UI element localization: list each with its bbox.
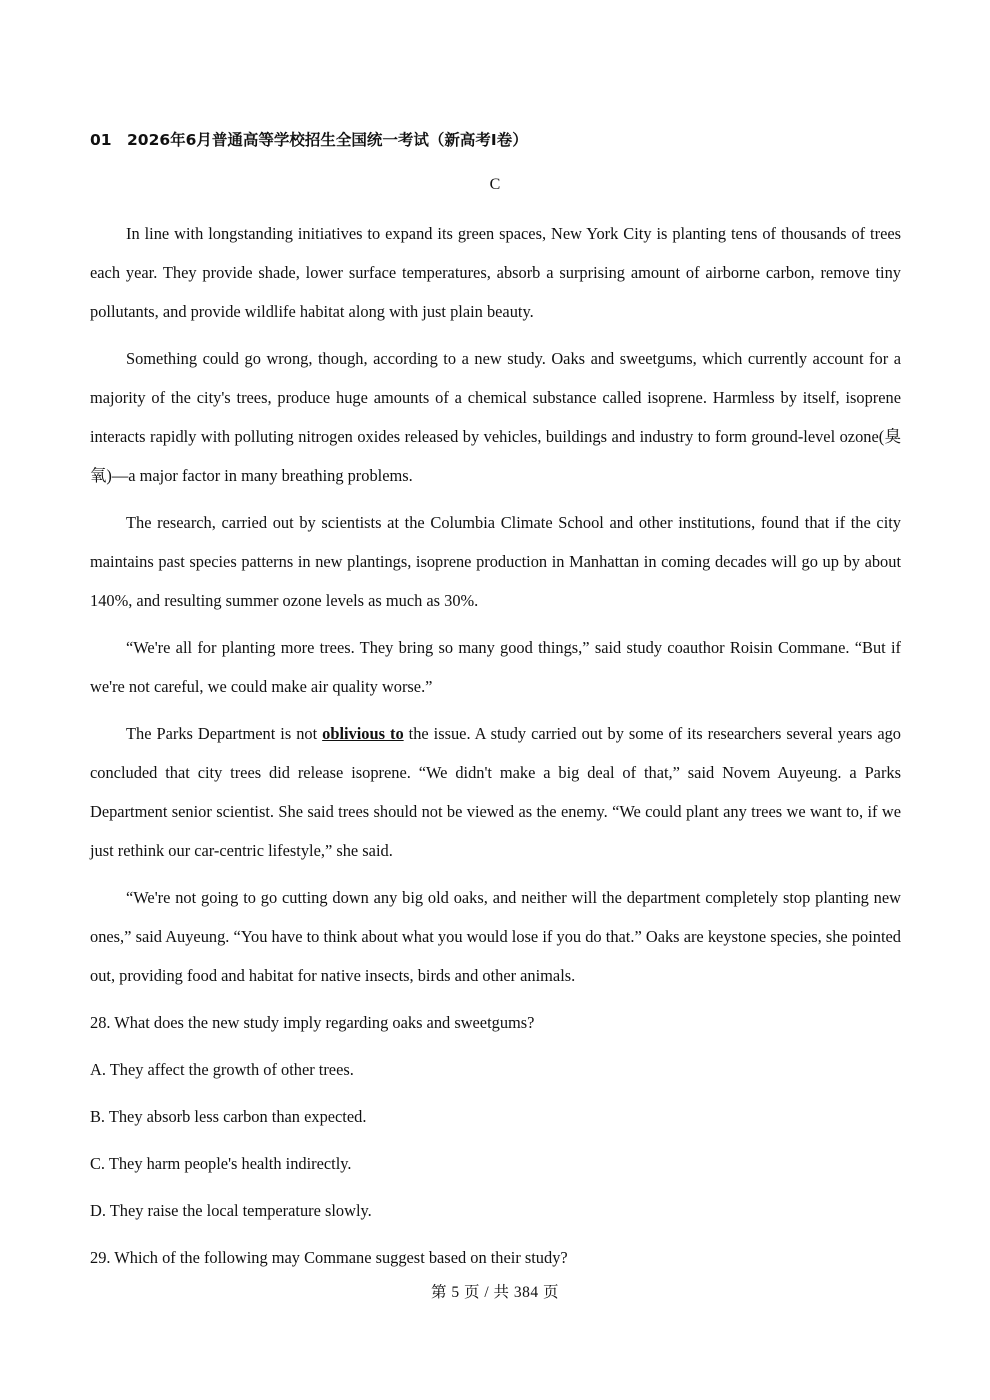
option-d: D. They raise the local temperature slowly.	[90, 1201, 372, 1220]
paragraph-4: “We're all for planting more trees. They bring so many good things,” said study coauthor Roisin Commane. “But if we're not careful, we could make air quality worse.”	[90, 638, 901, 696]
paragraph-2: Something could go wrong, though, according to a new study. Oaks and sweetgums, which currently account for a majority of the city's trees, produce huge amounts of a chemical substance called isoprene. Harmless by itself, isoprene interacts rapidly with polluting nitrogen oxides released by vehicles, buildings and industry to form ground-level ozone(臭氧)—a major factor in many breathing problems.	[90, 349, 901, 485]
paragraph-1: In line with longstanding initiatives to expand its green spaces, New York City is planting tens of thousands of trees each year. They provide shade, lower surface temperatures, absorb a surprising amount of airborne carbon, remove tiny pollutants, and provide wildlife habitat along with just plain beauty.	[90, 224, 901, 321]
page-footer: 第 5 页 / 共 384 页	[430, 1284, 560, 1301]
paragraph-3: The research, carried out by scientists at the Columbia Climate School and other institutions, found that if the city maintains past species patterns in new plantings, isoprene production in Manhattan in coming decades will go up by about 140%, and resulting summer ozone levels as much as 30%.	[90, 513, 901, 610]
option-b: B. They absorb less carbon than expected.	[90, 1107, 367, 1126]
header-number: 01	[90, 131, 112, 149]
question-29: 29. Which of the following may Commane suggest based on their study?	[90, 1248, 568, 1267]
paragraph-6: “We're not going to go cutting down any big old oaks, and neither will the department completely stop planting new ones,” said Auyeung. “You have to think about what you would lose if you do that.” Oaks are keystone species, she pointed out, providing food and habitat for native insects, birds and other animals.	[90, 888, 901, 985]
passage-letter: C	[489, 176, 501, 193]
option-c: C. They harm people's health indirectly.	[90, 1154, 352, 1173]
passage-content	[90, 214, 901, 1285]
header-title: 2026年6月普通高等学校招生全国统一考试（新高考I卷）	[127, 131, 528, 149]
paragraph-5: The Parks Department is not oblivious to the issue. A study carried out by some of its researchers several years ago concluded that city trees did release isoprene. “We didn't make a big deal of that,” said Novem Auyeung. a Parks Department senior scientist. She said trees should not be viewed as the enemy. “We could plant any trees we want to, if we just rethink our car-centric lifestyle,” she said.	[90, 724, 901, 860]
option-a: A. They affect the growth of other trees.	[90, 1060, 354, 1079]
page-header	[90, 128, 910, 150]
highlighted-phrase: oblivious to	[322, 724, 404, 743]
question-28: 28. What does the new study imply regarding oaks and sweetgums?	[90, 1013, 535, 1032]
